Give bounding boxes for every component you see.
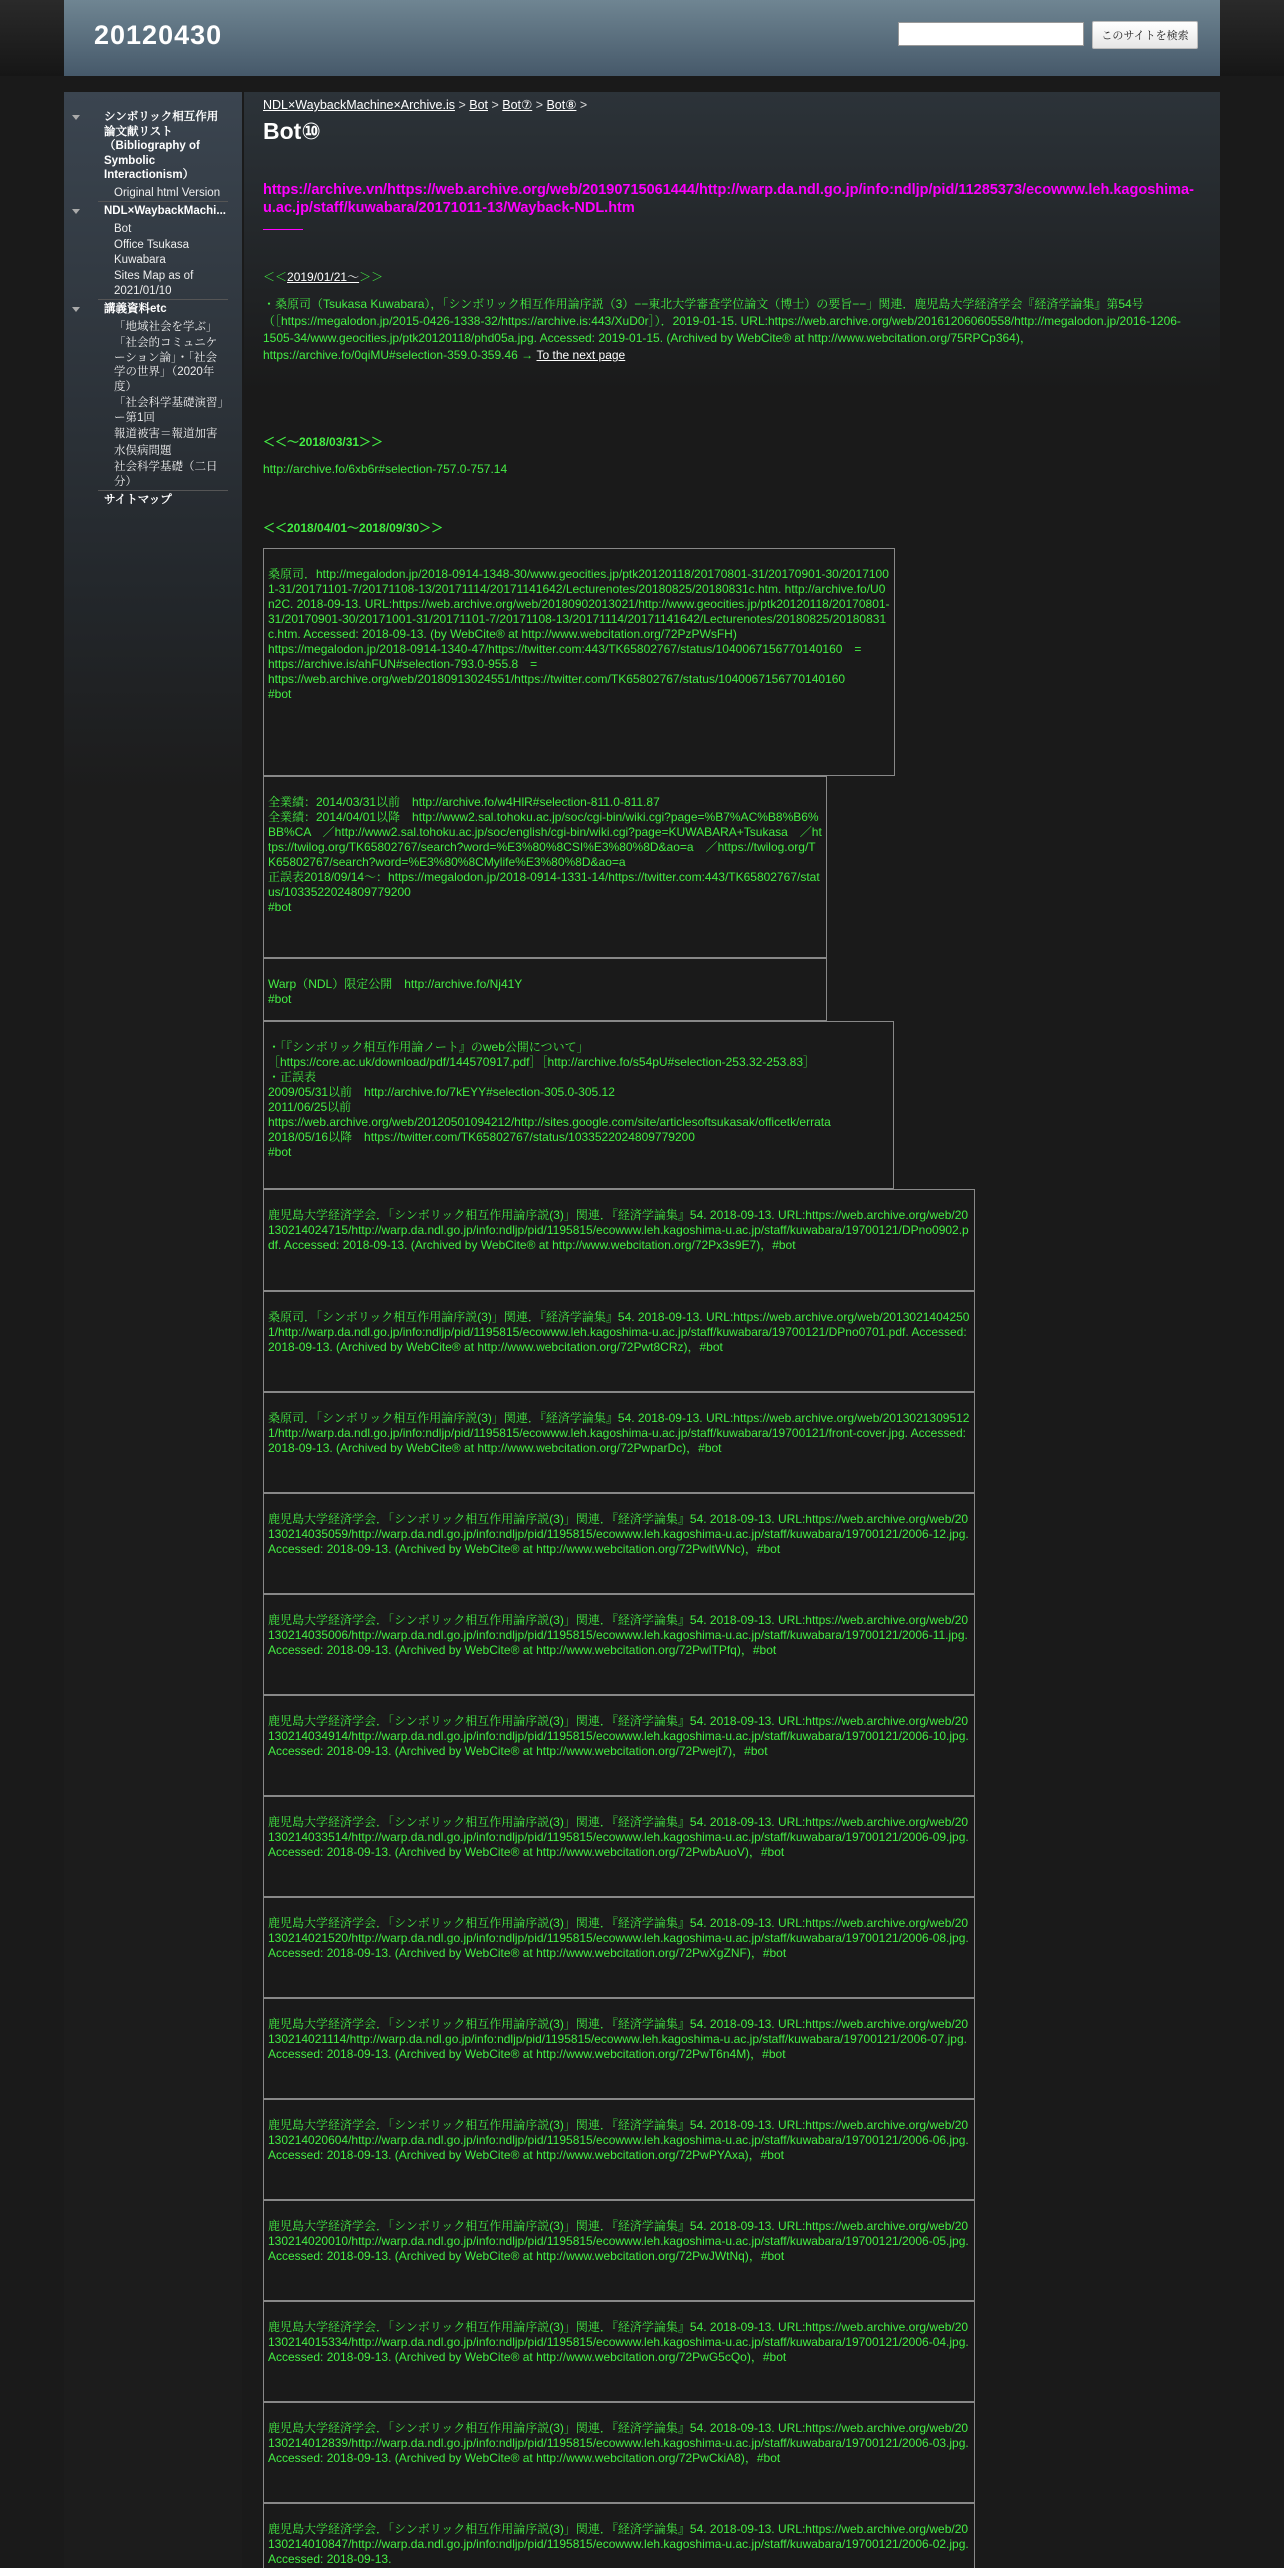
citation-box xyxy=(263,1493,975,1594)
sitemap-link[interactable]: サイトマップ xyxy=(104,494,172,506)
breadcrumb-separator: > xyxy=(576,98,588,112)
sidebar-item[interactable]: 水俣病問題 xyxy=(114,444,172,457)
sidebar-group-bibliography xyxy=(78,110,228,202)
breadcrumb-link[interactable]: Bot xyxy=(469,98,488,112)
sidebar xyxy=(64,92,242,2568)
sidebar-item[interactable]: 「社会的コミュニケーション論」・「社会学の世界」（2020年度） xyxy=(114,337,218,393)
citation-box xyxy=(263,1021,894,1189)
citation-box-text: Warp（NDL）限定公開 http://archive.fo/Nj41Y #bot xyxy=(268,977,523,1006)
citation-box-text: 鹿児島大学経済学会．「シンボリック相互作用論序説(3)」関連．『経済学論集』54. 2018-09-13. URL:https://web.archive.org/web/20130214035059/http://warp.da.ndl.go.jp/info:ndljp/pid/1195815/ecowww.leh.kagoshima-u.ac.jp/staff/kuwabara/19700121/2006-12.jpg. Accessed: 2018-09-13. (Archived by WebCite® at http://www.webcitation.org/72PwltWNc)，#bot xyxy=(268,1512,972,1556)
main-content xyxy=(244,92,1220,2568)
sidebar-group-ndl xyxy=(78,204,228,300)
section-header-2018-03: ＜＜〜2018/03/31＞＞ xyxy=(263,435,384,449)
site-header xyxy=(64,0,1220,76)
citation-box-text: 鹿児島大学経済学会．「シンボリック相互作用論序説(3)」関連．『経済学論集』54. 2018-09-13. URL:https://web.archive.org/web/20130214034914/http://warp.da.ndl.go.jp/info:ndljp/pid/1195815/ecowww.leh.kagoshima-u.ac.jp/staff/kuwabara/19700121/2006-10.jpg. Accessed: 2018-09-13. (Archived by WebCite® at http://www.webcitation.org/72Pwejt7)，#bot xyxy=(268,1714,972,1758)
citation-box xyxy=(263,1189,975,1291)
search-input[interactable] xyxy=(898,22,1084,46)
section-bracket-open: ＜＜ xyxy=(263,270,288,284)
section-header-2019 xyxy=(263,268,383,285)
breadcrumb-separator: > xyxy=(532,98,547,112)
citation-box xyxy=(263,2503,975,2568)
next-page-link[interactable]: To the next page xyxy=(536,348,626,362)
citation-box xyxy=(263,776,827,958)
citation-box-text: 鹿児島大学経済学会．「シンボリック相互作用論序説(3)」関連．『経済学論集』54. 2018-09-13. URL:https://web.archive.org/web/20130214021520/http://warp.da.ndl.go.jp/info:ndljp/pid/1195815/ecowww.leh.kagoshima-u.ac.jp/staff/kuwabara/19700121/2006-08.jpg. Accessed: 2018-09-13. (Archived by WebCite® at http://www.webcitation.org/72PwXgZNF)，#bot xyxy=(268,1916,972,1960)
citation-box xyxy=(263,2402,975,2503)
sidebar-item[interactable]: 社会科学基礎（二日分） xyxy=(114,461,218,488)
chevron-down-icon[interactable] xyxy=(72,209,80,214)
citation-text: ・桑原司（Tsukasa Kuwabara），「シンボリック相互作用論序説（3）−−東北大学審査学位論文（博士）の要旨−−」関連．鹿児島大学経済学会『経済学論集』第54号（［https://megalodon.jp/2015-0426-1338-32/https://archive.is:443/XuD0r］）．2019-01-15. URL:https://web.archive.org/web/20161206060558/http://megalodon.jp/2016-1206-1505-34/www.geocities.jp/ptk20120118/phd05a.jpg. Accessed: 2019-01-15. (Archived by WebCite® at http://www.webcitation.org/75RPCp364)，https://archive.fo/0qiMU#selection-359.0-359.46 → xyxy=(263,297,1181,362)
citation-box-text: 桑原司．「シンボリック相互作用論序説(3)」関連．『経済学論集』54. 2018-09-13. URL:https://web.archive.org/web/20130214042501/http://warp.da.ndl.go.jp/info:ndljp/pid/1195815/ecowww.leh.kagoshima-u.ac.jp/staff/kuwabara/19700121/DPno0701.pdf. Accessed: 2018-09-13. (Archived by WebCite® at http://www.webcitation.org/72Pwt8CRz)，#bot xyxy=(268,1310,971,1354)
sidebar-group-label[interactable]: NDL×WaybackMachi... xyxy=(104,205,226,217)
citation-box-text: 鹿児島大学経済学会．「シンボリック相互作用論序説(3)」関連．『経済学論集』54. 2018-09-13. URL:https://web.archive.org/web/20130214012839/http://warp.da.ndl.go.jp/info:ndljp/pid/1195815/ecowww.leh.kagoshima-u.ac.jp/staff/kuwabara/19700121/2006-03.jpg. Accessed: 2018-09-13. (Archived by WebCite® at http://www.webcitation.org/72PwCkiA8)，#bot xyxy=(268,2421,972,2465)
citation-box xyxy=(263,1796,975,1897)
citation-box xyxy=(263,548,895,776)
sidebar-group-label[interactable]: 講義資料etc xyxy=(104,303,167,315)
citation-box-text: 鹿児島大学経済学会．「シンボリック相互作用論序説(3)」関連．『経済学論集』54. 2018-09-13. URL:https://web.archive.org/web/20130214024715/http://warp.da.ndl.go.jp/info:ndljp/pid/1195815/ecowww.leh.kagoshima-u.ac.jp/staff/kuwabara/19700121/DPno0902.pdf. Accessed: 2018-09-13. (Archived by WebCite® at http://www.webcitation.org/72Px3s9E7)，#bot xyxy=(268,1208,969,1252)
sidebar-item[interactable]: 「社会科学基礎演習」ー第1回 xyxy=(114,397,224,424)
sidebar-sublist xyxy=(98,319,228,492)
citation-box xyxy=(263,1998,975,2099)
sidebar-item[interactable]: 報道被害＝報道加害 xyxy=(114,428,218,440)
archive-link-line[interactable]: http://archive.fo/6xb6r#selection-757.0-757.14 xyxy=(263,462,508,476)
sidebar-item[interactable]: 「地域社会を学ぶ」 xyxy=(114,320,218,333)
heading-underline xyxy=(263,229,303,230)
breadcrumb-link[interactable]: Bot⑧ xyxy=(546,98,577,112)
sidebar-item[interactable]: Sites Map as of 2021/01/10 xyxy=(114,270,194,297)
citation-box-text: 桑原司．「シンボリック相互作用論序説(3)」関連．『経済学論集』54. 2018-09-13. URL:https://web.archive.org/web/20130213095121/http://warp.da.ndl.go.jp/info:ndljp/pid/1195815/ecowww.leh.kagoshima-u.ac.jp/staff/kuwabara/19700121/front-cover.jpg. Accessed: 2018-09-13. (Archived by WebCite® at http://www.webcitation.org/72PwparDc)，#bot xyxy=(268,1411,970,1455)
citation-box xyxy=(263,958,827,1021)
sidebar-item[interactable]: Bot xyxy=(114,222,132,235)
citation-box xyxy=(263,1897,975,1998)
citation-box xyxy=(263,1392,975,1493)
citation-box-text: 鹿児島大学経済学会．「シンボリック相互作用論序説(3)」関連．『経済学論集』54. 2018-09-13. URL:https://web.archive.org/web/20130214020604/http://warp.da.ndl.go.jp/info:ndljp/pid/1195815/ecowww.leh.kagoshima-u.ac.jp/staff/kuwabara/19700121/2006-06.jpg. Accessed: 2018-09-13. (Archived by WebCite® at http://www.webcitation.org/72PwPYAxa)，#bot xyxy=(268,2118,972,2162)
citation-box-text: 鹿児島大学経済学会．「シンボリック相互作用論序説(3)」関連．『経済学論集』54. 2018-09-13. URL:https://web.archive.org/web/20130214015334/http://warp.da.ndl.go.jp/info:ndljp/pid/1195815/ecowww.leh.kagoshima-u.ac.jp/staff/kuwabara/19700121/2006-04.jpg. Accessed: 2018-09-13. (Archived by WebCite® at http://www.webcitation.org/72PwG5cQo)，#bot xyxy=(268,2320,972,2364)
breadcrumb-link[interactable]: Bot⑦ xyxy=(502,98,533,112)
citation-box-text: 全業績：2014/03/31以前 http://archive.fo/w4HlR#selection-811.0-811.87 全業績：2014/04/01以降 http://www2.sal.tohoku.ac.jp/soc/cgi-bin/wiki.cgi?page=%B7%AC%B8%B6%BB%CA ／http://www2.sal.tohoku.ac.jp/soc/english/cgi-bin/wiki.cgi?page=KUWABARA+Tsukasa ／https://twilog.org/TK65802767/search?word=%E3%80%8CSI%E3%80%8D&ao=a ／https://twilog.org/TK65802767/search?word=%E3%80%8CMylife%E3%80%8D&ao=a 正誤表2018/09/14〜：https://megalodon.jp/2018-0914-1331-14/https://twitter.com:443/TK65802767/status/1033522024809779200 #bot xyxy=(268,795,822,914)
citation-box-text: 桑原司．http://megalodon.jp/2018-0914-1348-30/www.geocities.jp/ptk20120118/20170801-31/20170901-30/20171001-31/20171101-7/20171108-13/20171114/20171141642/Lecturenotes/20180825/20180831c.htm. http://archive.fo/U0n2C. 2018-09-13. URL:https://web.archive.org/web/20180902013021/http://www.geocities.jp/ptk20120118/20170801-31/20170901-30/20171001-31/20171101-7/20171108-13/20171114/20171141642/Lecturenotes/20180825/20180831c.htm. Accessed: 2018-09-13. (by WebCite® at http://www.webcitation.org/72PzPWsFH) https://megalodon.jp/2018-0914-1340-47/https://twitter.com:443/TK65802767/status/1040067156770140160 = https://archive.is/ahFUN#selection-793.0-955.8 = https://web.archive.org/web/20180913024551/https://twitter.com/TK65802767/status/1040067156770140160 #bot xyxy=(268,567,890,701)
site-title[interactable]: 20120430 xyxy=(94,20,223,50)
citation-box-text: 鹿児島大学経済学会．「シンボリック相互作用論序説(3)」関連．『経済学論集』54. 2018-09-13. URL:https://web.archive.org/web/20130214035006/http://warp.da.ndl.go.jp/info:ndljp/pid/1195815/ecowww.leh.kagoshima-u.ac.jp/staff/kuwabara/19700121/2006-11.jpg. Accessed: 2018-09-13. (Archived by WebCite® at http://www.webcitation.org/72PwlTPfq)，#bot xyxy=(268,1613,971,1657)
url-heading: https://archive.vn/https://web.archive.org/web/20190715061444/http://warp.da.ndl.go.jp/info:ndljp/pid/11285373/ecowww.leh.kagoshima- u.ac.jp/staff/kuwabara/20171011-13/Wayback-NDL.htm xyxy=(263,182,1194,216)
citation-box-text: 鹿児島大学経済学会．「シンボリック相互作用論序説(3)」関連．『経済学論集』54. 2018-09-13. URL:https://web.archive.org/web/20130214033514/http://warp.da.ndl.go.jp/info:ndljp/pid/1195815/ecowww.leh.kagoshima-u.ac.jp/staff/kuwabara/19700121/2006-09.jpg. Accessed: 2018-09-13. (Archived by WebCite® at http://www.webcitation.org/72PwbAuoV)，#bot xyxy=(268,1815,972,1859)
chevron-down-icon[interactable] xyxy=(72,115,80,120)
breadcrumb xyxy=(263,97,587,112)
breadcrumb-link[interactable]: NDL×WaybackMachine×Archive.is xyxy=(263,98,455,112)
citation-box-text: ・「『シンボリック相互作用論ノート』のweb公開について」 ［https://core.ac.uk/download/pdf/144570917.pdf］［http://archive.fo/s54pU#selection-253.32-253.83］ ・正誤表 2009/05/31以前 http://archive.fo/7kEYY#selection-305.0-305.12 2011/06/25以前 https://web.archive.org/web/20120501094212/http://sites.google.com/site/articlesoftsukasak/officetk/errata 2018/05/16以降 https://twitter.com/TK65802767/status/1033522024809779200 #bot xyxy=(268,1040,831,1159)
citation-box-text: 鹿児島大学経済学会．「シンボリック相互作用論序説(3)」関連．『経済学論集』54. 2018-09-13. URL:https://web.archive.org/web/20130214010847/http://warp.da.ndl.go.jp/info:ndljp/pid/1195815/ecowww.leh.kagoshima-u.ac.jp/staff/kuwabara/19700121/2006-02.jpg. Accessed: 2018-09-13. xyxy=(268,2522,972,2566)
citation-box xyxy=(263,1594,975,1695)
breadcrumb-separator: > xyxy=(454,98,470,112)
date-link[interactable]: 2019/01/21〜 xyxy=(287,270,360,284)
page-title: Bot⑩ xyxy=(263,118,321,144)
sidebar-sublist xyxy=(98,185,228,203)
citation-box xyxy=(263,1291,975,1392)
breadcrumb-separator: > xyxy=(488,98,503,112)
sidebar-sitemap xyxy=(78,493,228,508)
chevron-down-icon[interactable] xyxy=(72,307,80,312)
citation-box xyxy=(263,2301,975,2402)
sidebar-group-label[interactable]: シンボリック相互作用論文献リスト（Bibliography of Symbolic Interactionism） xyxy=(104,111,219,181)
sidebar-nav xyxy=(64,92,242,508)
section-bracket-close: ＞＞ xyxy=(359,270,384,284)
section-header-2018-04: ＜＜2018/04/01〜2018/09/30＞＞ xyxy=(263,521,444,535)
sidebar-item[interactable]: Office Tsukasa Kuwabara xyxy=(114,239,190,266)
sidebar-sublist xyxy=(98,221,228,301)
citation-box xyxy=(263,2200,975,2301)
sidebar-item[interactable]: Original html Version xyxy=(114,186,221,199)
citation-paragraph xyxy=(263,296,1198,364)
citation-box xyxy=(263,1695,975,1796)
site-search-button[interactable]: このサイトを検索 xyxy=(1092,21,1198,49)
citation-box xyxy=(263,2099,975,2200)
sidebar-group-lectures xyxy=(78,302,228,491)
citation-box-text: 鹿児島大学経済学会．「シンボリック相互作用論序説(3)」関連．『経済学論集』54. 2018-09-13. URL:https://web.archive.org/web/20130214020010/http://warp.da.ndl.go.jp/info:ndljp/pid/1195815/ecowww.leh.kagoshima-u.ac.jp/staff/kuwabara/19700121/2006-05.jpg. Accessed: 2018-09-13. (Archived by WebCite® at http://www.webcitation.org/72PwJWtNq)，#bot xyxy=(268,2219,972,2263)
citation-box-text: 鹿児島大学経済学会．「シンボリック相互作用論序説(3)」関連．『経済学論集』54. 2018-09-13. URL:https://web.archive.org/web/20130214021114/http://warp.da.ndl.go.jp/info:ndljp/pid/1195815/ecowww.leh.kagoshima-u.ac.jp/staff/kuwabara/19700121/2006-07.jpg. Accessed: 2018-09-13. (Archived by WebCite® at http://www.webcitation.org/72PwT6n4M)，#bot xyxy=(268,2017,970,2061)
